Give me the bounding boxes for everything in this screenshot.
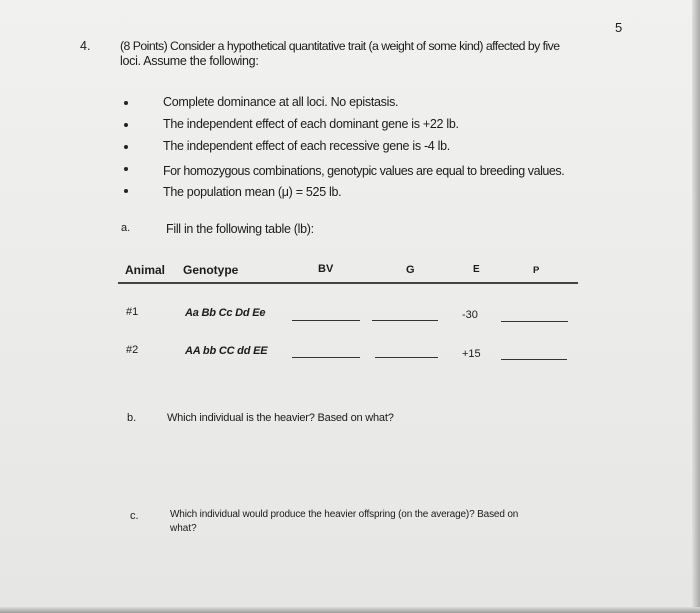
part-a-label: a. <box>121 222 131 234</box>
row2-e-value: +15 <box>462 348 481 360</box>
assumption-item: The independent effect of each dominant gene is +22 lb. <box>163 117 459 131</box>
bullet-icon <box>124 101 128 105</box>
bullet-icon <box>124 167 128 171</box>
row1-bv-blank[interactable] <box>292 320 360 321</box>
part-b-text: Which individual is the heavier? Based on what? <box>167 412 394 424</box>
table-header-g: G <box>406 264 415 276</box>
bullet-icon <box>124 123 128 127</box>
table-header-rule <box>118 282 578 284</box>
bullet-icon <box>124 189 128 193</box>
bullet-icon <box>124 145 128 149</box>
table-header-p: P <box>533 265 540 276</box>
row1-e-value: -30 <box>462 309 478 321</box>
question-header-line1: (8 Points) Consider a hypothetical quantitative trait (a weight of some kind) affected by five <box>120 39 560 53</box>
row2-animal: #2 <box>126 344 139 356</box>
table-header-e: E <box>473 264 480 275</box>
part-c-label: c. <box>130 510 139 522</box>
assumption-item: The population mean (μ) = 525 lb. <box>163 185 342 199</box>
row1-animal: #1 <box>126 306 139 318</box>
row1-g-blank[interactable] <box>372 320 438 321</box>
part-a-text: Fill in the following table (lb): <box>166 222 314 236</box>
part-c-text-line2: what? <box>170 523 197 534</box>
page-bottom-shadow <box>0 607 700 613</box>
row1-genotype: Aa Bb Cc Dd Ee <box>185 307 266 319</box>
row1-p-blank[interactable] <box>501 321 568 322</box>
row2-p-blank[interactable] <box>501 359 567 360</box>
row2-g-blank[interactable] <box>375 357 438 358</box>
question-header-line2: loci. Assume the following: <box>120 54 259 68</box>
table-header-animal: Animal <box>125 263 166 277</box>
part-c-text-line1: Which individual would produce the heavier offspring (on the average)? Based on <box>170 509 519 520</box>
assumption-item: Complete dominance at all loci. No epistasis. <box>163 95 399 109</box>
assumption-item: For homozygous combinations, genotypic values are equal to breeding values. <box>163 164 565 178</box>
table-header-bv: BV <box>318 263 334 275</box>
part-b-label: b. <box>127 412 137 424</box>
page-edge-shadow <box>692 0 700 613</box>
row2-genotype: AA bb CC dd EE <box>185 345 268 357</box>
row2-bv-blank[interactable] <box>292 357 360 358</box>
question-number: 4. <box>80 39 91 53</box>
page-number: 5 <box>615 20 623 35</box>
assumption-item: The independent effect of each recessive gene is -4 lb. <box>163 139 450 153</box>
table-header-genotype: Genotype <box>183 263 239 277</box>
